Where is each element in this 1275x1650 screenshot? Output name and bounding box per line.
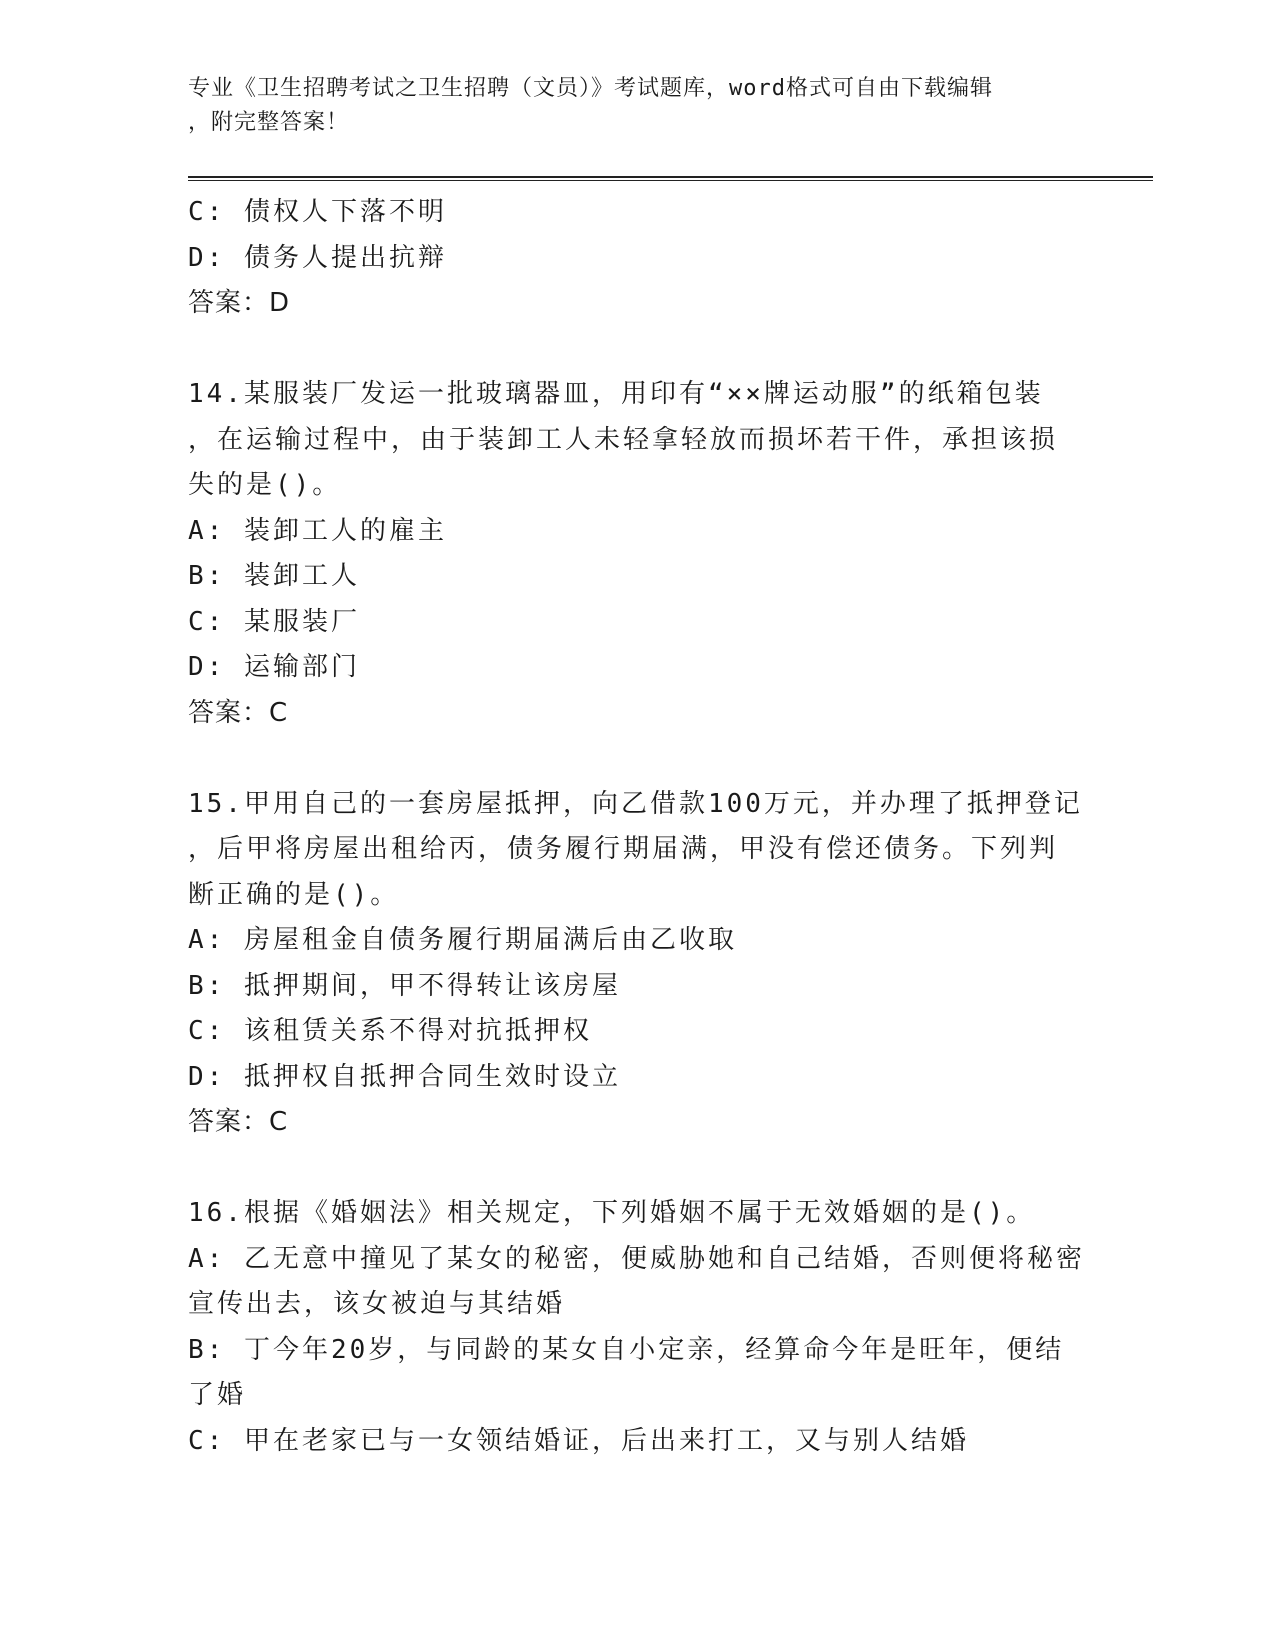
spacer <box>188 327 1068 373</box>
prev-answer: 答案：D <box>188 288 291 318</box>
q14-stem-line-2: ，在运输过程中，由于装卸工人未轻拿轻放而损坏若干件，承担该损 <box>188 424 1059 455</box>
q16-option-b-line-1: B: 丁今年20岁，与同龄的某女自小定亲，经算命今年是旺年，便结 <box>188 1334 1065 1365</box>
q14-stem-line-1: 14.某服装厂发运一批玻璃器皿，用印有“××牌运动服”的纸箱包装 <box>188 379 1044 409</box>
q14-option-a: A: 装卸工人的雇主 <box>188 515 447 546</box>
q15-stem-line-1: 15.甲用自己的一套房屋抵押，向乙借款100万元，并办理了抵押登记 <box>188 788 1083 819</box>
q15-option-d: D: 抵押权自抵押合同生效时设立 <box>188 1061 621 1092</box>
q15-option-a: A: 房屋租金自债务履行期届满后由乙收取 <box>188 925 737 955</box>
q16-option-b-line-2: 了婚 <box>188 1380 247 1410</box>
header-line-1: 专业《卫生招聘考试之卫生招聘（文员）》考试题库，word格式可自由下载编辑 <box>188 76 993 101</box>
document-header <box>188 72 1068 140</box>
q14-stem-line-3: 失的是()。 <box>188 470 342 500</box>
header-line-2: ，附完整答案！ <box>188 110 350 135</box>
q14-option-b: B: 装卸工人 <box>188 561 360 591</box>
q16-stem-line-1: 16.根据《婚姻法》相关规定，下列婚姻不属于无效婚姻的是()。 <box>188 1198 1036 1228</box>
q15-stem-line-2: ，后甲将房屋出租给丙，债务履行期届满，甲没有偿还债务。下列判 <box>188 834 1059 864</box>
q16-option-a-line-1: A: 乙无意中撞见了某女的秘密，便威胁她和自己结婚，否则便将秘密 <box>188 1243 1085 1274</box>
q14-answer: 答案：C <box>188 697 289 728</box>
q14-option-d: D: 运输部门 <box>188 652 360 682</box>
q16-option-c: C: 甲在老家已与一女领结婚证，后出来打工，又与别人结婚 <box>188 1425 969 1456</box>
prev-option-d: D: 债务人提出抗辩 <box>188 242 447 273</box>
q14-option-c: C: 某服装厂 <box>188 606 360 637</box>
document-body <box>188 190 1085 1464</box>
q15-option-c: C: 该租赁关系不得对抗抵押权 <box>188 1016 592 1046</box>
q15-option-b: B: 抵押期间，甲不得转让该房屋 <box>188 970 621 1001</box>
q15-answer: 答案：C <box>188 1107 289 1137</box>
prev-option-c: C: 债权人下落不明 <box>188 197 447 227</box>
q16-option-a-line-2: 宣传出去，该女被迫与其结婚 <box>188 1289 566 1319</box>
spacer <box>188 736 1068 782</box>
q15-stem-line-3: 断正确的是()。 <box>188 879 400 910</box>
header-divider <box>188 176 1153 181</box>
spacer <box>188 1146 1068 1192</box>
